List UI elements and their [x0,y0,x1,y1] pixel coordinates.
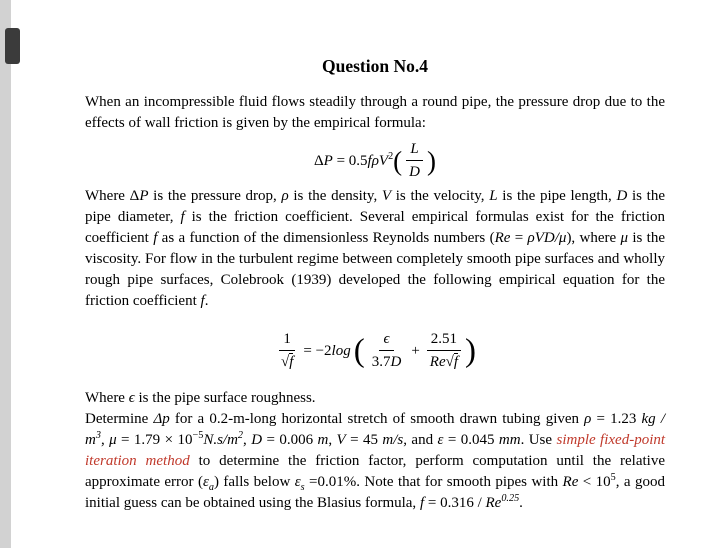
fraction-1-over-sqrt-f [277,329,297,372]
eq1-lhs: ΔP = 0.5fρV$^2$ [313,150,394,169]
fraction-L-over-D [405,139,424,182]
page-title: Question No.4 [322,56,428,76]
equation-colebrook: $\frac{1}{√f}$ = −2log ( $\frac{\epsilon}{3.7D}$ + $\frac{2.51}{Re√f}$ ) [85,329,665,372]
plus-sign: + [411,342,420,359]
fraction-numerator: L [406,139,422,161]
fraction-numerator: 1 [279,329,295,351]
fraction-denominator: Re√f [429,354,459,370]
fraction-numerator: 2.51 [427,329,461,351]
paragraph-roughness-note: Where ϵ is the pipe surface roughness. [85,390,316,406]
fraction-denominator: √f [280,354,294,370]
fraction-epsilon-over-37D [368,329,406,372]
paragraph-problem-statement: Determine Δp for a 0.2-m-long horizontal stretch of smooth drawn tubing given ρ = 1.23 kg / $m^3$, $\mu = 1.79 \times 10^{-5}N.s/m^2$, D = 0.006 m, V = 45 m/s, and ε = 0.045 mm. Use simple fixed-point iteration method to determine the friction factor, perform computation until the relative approximate error $(\varepsilon_a)$ falls below $\varepsilon_s =0.01\%$. Note that for smooth pipes with $Re < 10^5$, a good initial guess can be obtained using the Blasius formula, $f = 0.316 / Re^{0.25}$. [85,411,666,511]
fraction-251-over-re-sqrt-f [426,329,462,372]
fraction-denominator: 3.7D [371,354,402,370]
eq2-relation: = −2log [303,342,351,359]
paragraph-definitions: Where ΔP is the pressure drop, ρ is the density, V is the velocity, L is the pipe length, D is the pipe diameter, f is the friction coefficient. Several empirical formulas exist for the friction coefficient f as a function of the dimensionless Reynolds numbers (Re = ρVD/μ), where μ is the viscosity. For flow in the turbulent regime between completely smooth pipe surfaces and wholly rough pipe surfaces, Colebrook (1939) developed the following empirical equation for the friction coefficient f. [85,188,665,309]
fraction-denominator: D [409,164,420,180]
equation-pressure-drop: ΔP = 0.5fρV$^2$ ( $\frac{L}{D}$ ) [313,141,436,180]
fraction-numerator: ϵ [379,329,393,351]
paragraph-intro: When an incompressible fluid flows steadily through a round pipe, the pressure drop due to the effects of wall friction is given by the empirical formula: [85,94,665,131]
